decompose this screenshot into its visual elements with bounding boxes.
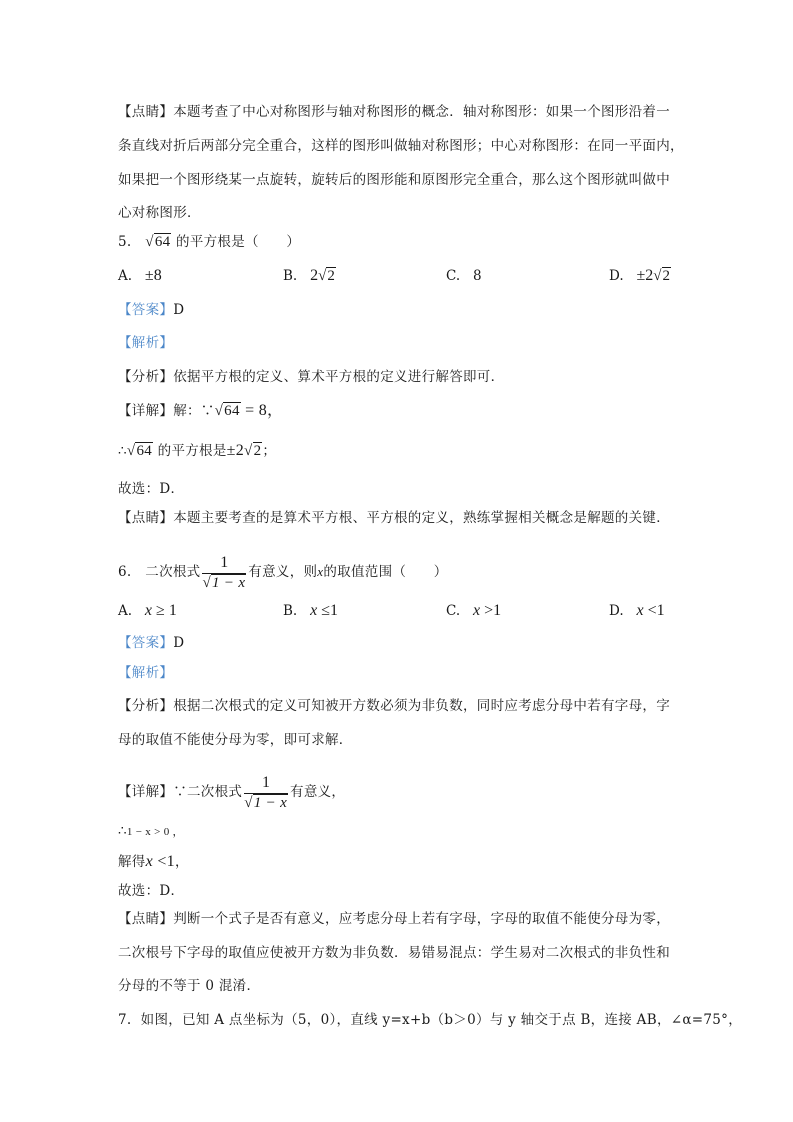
radical-sign-icon: √ (214, 403, 224, 419)
radical-sign-icon: √ (244, 443, 253, 459)
answer-tag: 【答案】 (118, 635, 174, 651)
q6-choose: 故选：D． (118, 883, 185, 899)
q6-stem (118, 550, 448, 594)
question-number: 7. (118, 1012, 132, 1028)
radicand: 64 (154, 234, 171, 250)
therefore-text: 的平方根是 (157, 443, 227, 459)
option-letter: A. (118, 268, 133, 284)
sqrt-expression (127, 441, 153, 461)
variable: x (317, 564, 324, 579)
option-letter: D. (609, 268, 624, 284)
q6-step-1 (118, 821, 184, 842)
radicand: 1 − x (253, 794, 288, 811)
analysis-tag: 【解析】 (118, 335, 174, 351)
q6-comment-line-3: 分母的不等于 0 混淆． (118, 978, 261, 994)
numerator: 1 (202, 554, 246, 574)
q5-option-a (118, 266, 162, 286)
question-number: 5. (118, 234, 132, 250)
xiangjie-text: ∵二次根式 (173, 784, 243, 800)
radical-sign-icon: √ (126, 443, 136, 459)
answer-tag: 【答案】 (118, 302, 174, 318)
punctuation: ； (262, 443, 277, 459)
q7-stem (118, 1010, 742, 1030)
option-letter: D. (609, 603, 624, 619)
q6-fenxi-line-1 (118, 696, 670, 716)
q6-option-d (609, 601, 665, 621)
answer-value: D (173, 635, 185, 651)
q4-comment-line-2: 条直线对折后两部分完全重合，这样的图形叫做轴对称图形；中心对称图形：在同一平面内， (118, 138, 684, 154)
sqrt-expression (318, 266, 336, 286)
q5-fenxi (118, 367, 504, 387)
q6-comment-line-1 (118, 909, 670, 929)
q5-option-d (609, 266, 671, 286)
q4-comment-line-4: 心对称图形． (118, 205, 201, 221)
q5-answer (118, 300, 184, 320)
variable: x (310, 602, 318, 619)
coefficient: ±2 (226, 442, 245, 459)
denominator (202, 574, 246, 592)
stem-text: 如图，已知 A 点坐标为（5，0），直线 y=x+b（b＞0）与 y 轴交于点 B，连接 AB，∠α=75°， (140, 1012, 743, 1028)
question-number: 6. (118, 564, 132, 580)
comment-text: 判断一个式子是否有意义，应考虑分母上若有字母，字母的取值不能使分母为零， (173, 911, 671, 927)
sqrt-expression (145, 232, 171, 252)
option-coefficient: 2 (310, 267, 319, 284)
numerator: 1 (244, 774, 288, 794)
sqrt-expression (215, 401, 241, 421)
option-letter: B. (283, 603, 298, 619)
inequality: <1 (643, 602, 665, 619)
fenxi-text: 依据平方根的定义、算术平方根的定义进行解答即可． (173, 369, 505, 385)
q6-xiangjie (118, 770, 345, 814)
option-value: 8 (473, 268, 482, 284)
sqrt-expression (244, 441, 262, 461)
q6-option-b (283, 601, 338, 621)
fenxi-text: 根据二次根式的定义可知被开方数必须为非负数，同时应考虑分母中若有字母，字 (173, 698, 671, 714)
step-text: 解得 (118, 854, 146, 870)
inequality: <1 (153, 853, 175, 870)
option-letter: B. (283, 268, 298, 284)
xiangjie-tag: 【详解】 (118, 403, 174, 419)
option-letter: C. (446, 603, 461, 619)
radicand: 64 (224, 403, 240, 419)
denominator (244, 794, 288, 812)
q6-analysis-heading (118, 663, 173, 683)
therefore-symbol: ∴ (118, 443, 127, 459)
radical-sign-icon: √ (202, 574, 212, 591)
comment-text: 本题主要考查的是算术平方根、平方根的定义，熟练掌握相关概念是解题的关键． (173, 510, 671, 526)
variable: x (145, 853, 154, 870)
radical-sign-icon: √ (318, 268, 327, 284)
q5-xiangjie (118, 401, 283, 421)
radical-sign-icon: √ (145, 234, 154, 250)
inequality: ≥ 1 (152, 602, 177, 619)
radical-sign-icon: √ (653, 268, 662, 284)
equation-rhs: = 8， (240, 402, 284, 419)
xiangjie-text: 解：∵ (173, 403, 215, 419)
radicand: 2 (662, 268, 671, 284)
comment-tag: 【点睛】 (118, 911, 174, 927)
q5-therefore (118, 441, 276, 461)
sqrt-expression (653, 266, 671, 286)
fenxi-tag: 【分析】 (118, 369, 174, 385)
q4-comment-line-1 (118, 102, 670, 122)
variable: x (144, 602, 153, 619)
fraction (202, 554, 246, 592)
option-letter: A. (118, 603, 133, 619)
fraction (244, 774, 288, 812)
radicand: 1 − x (212, 574, 246, 591)
stem-text: 有意义，则 (248, 564, 318, 580)
stem-text: 的取值范围（ ） (323, 564, 448, 580)
variable: x (636, 602, 644, 619)
q6-step-2 (118, 852, 189, 872)
punctuation: ， (174, 854, 189, 870)
option-value: ±8 (144, 267, 162, 284)
comment-text: 本题考查了中心对称图形与轴对称图形的概念．轴对称图形：如果一个图形沿着一 (173, 104, 671, 120)
radical-sign-icon: √ (244, 794, 253, 811)
q5-stem (118, 232, 300, 252)
q5-comment (118, 508, 670, 528)
q6-comment-line-2: 二次根号下字母的取值应使被开方数为非负数．易错易混点：学生易对二次根式的非负性和 (118, 945, 670, 961)
stem-text: 的平方根是（ ） (176, 234, 301, 250)
option-coefficient: ±2 (636, 267, 654, 284)
analysis-tag: 【解析】 (118, 665, 174, 681)
q6-answer (118, 633, 184, 653)
q5-option-c (446, 266, 482, 286)
q5-choose: 故选：D． (118, 481, 185, 497)
comment-tag: 【点睛】 (118, 104, 174, 120)
xiangjie-text: 有意义， (290, 784, 346, 800)
q6-fenxi-line-2: 母的取值不能使分母为零，即可求解． (118, 732, 353, 748)
radicand: 64 (136, 443, 153, 459)
q4-comment-line-3: 如果把一个图形绕某一点旋转，旋转后的图形能和原图形完全重合，那么这个图形就叫做中 (118, 172, 670, 188)
answer-value: D (173, 302, 185, 318)
stem-text: 二次根式 (145, 564, 201, 580)
option-letter: C. (446, 268, 461, 284)
xiangjie-tag: 【详解】 (118, 784, 174, 800)
radicand: 2 (253, 443, 262, 459)
fenxi-tag: 【分析】 (118, 698, 174, 714)
radicand: 2 (327, 268, 335, 284)
q5-analysis-heading (118, 333, 173, 353)
variable: x (473, 602, 481, 619)
q6-option-c (446, 601, 501, 621)
inequality: 1 − x > 0 ， (126, 826, 184, 838)
inequality: ≤1 (317, 602, 338, 619)
therefore-symbol: ∴ (118, 823, 127, 839)
q6-option-a (118, 601, 177, 621)
comment-tag: 【点睛】 (118, 510, 174, 526)
inequality: >1 (480, 602, 502, 619)
q5-option-b (283, 266, 336, 286)
